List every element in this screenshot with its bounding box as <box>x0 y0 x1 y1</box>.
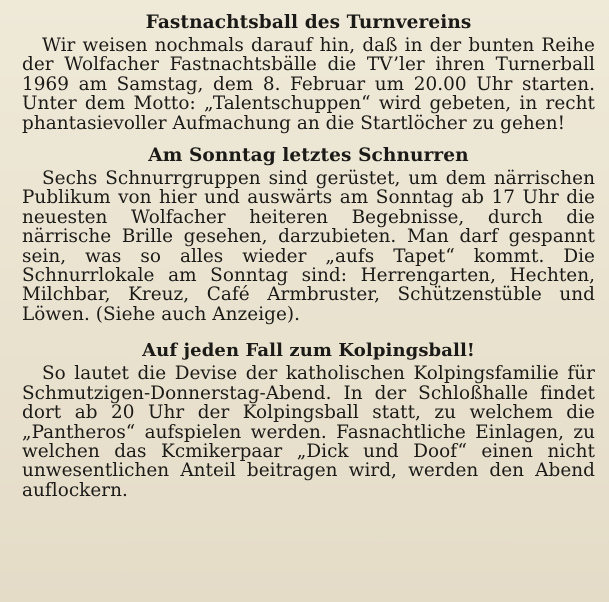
article-turnverein <box>22 10 595 133</box>
article-schnurren <box>22 143 595 324</box>
article-body: Sechs Schnurrgruppen sind gerüstet, um dem närrischen Publikum von hier und auswärts am Sonntag ab 17 Uhr die neuesten Wolfacher heiteren Begebnisse, durch die närrische Brille gesehen, darzubieten. Man darf gespannt sein, was so alles wieder „aufs Tapet“ kommt. Die Schnurrlokale am Sonntag sind: Herrengarten, Hechten, Milchbar, Kreuz, Café Armbruster, Schützenstüble und Löwen. (Siehe auch Anzeige). <box>22 168 595 325</box>
article-body: Wir weisen nochmals darauf hin, daß in der bunten Reihe der Wolfacher Fastnachtsbälle die TV’ler ihren Turnerball 1969 am Samstag, dem 8. Februar um 20.00 Uhr starten. Unter dem Motto: „Talentschuppen“ wird gebeten, in recht phantasievoller Aufmachung an die Startlöcher zu gehen! <box>22 35 595 134</box>
article-headline: Auf jeden Fall zum Kolpingsball! <box>142 340 475 362</box>
article-spacer <box>22 324 595 338</box>
article-headline: Fastnachtsball des Turnvereins <box>145 12 472 33</box>
article-body: So lautet die Devise der katholischen Kolpingsfamilie für Schmutzigen-Donnerstag-Abend. In der Schloßhalle findet dort ab 20 Uhr der Kolpingsball statt, zu welchem die „Pantheros“ aufspielen werden. Fasnachtliche Einlagen, zu welchen das Kcmikerpaar „Dick und Doof“ einen nicht unwesentlichen Anteil beitragen wird, werden den Abend auflockern. <box>22 363 595 501</box>
article-kolpingsball <box>22 338 595 500</box>
article-headline: Am Sonntag letztes Schnurren <box>148 145 469 167</box>
article-spacer <box>22 133 595 143</box>
